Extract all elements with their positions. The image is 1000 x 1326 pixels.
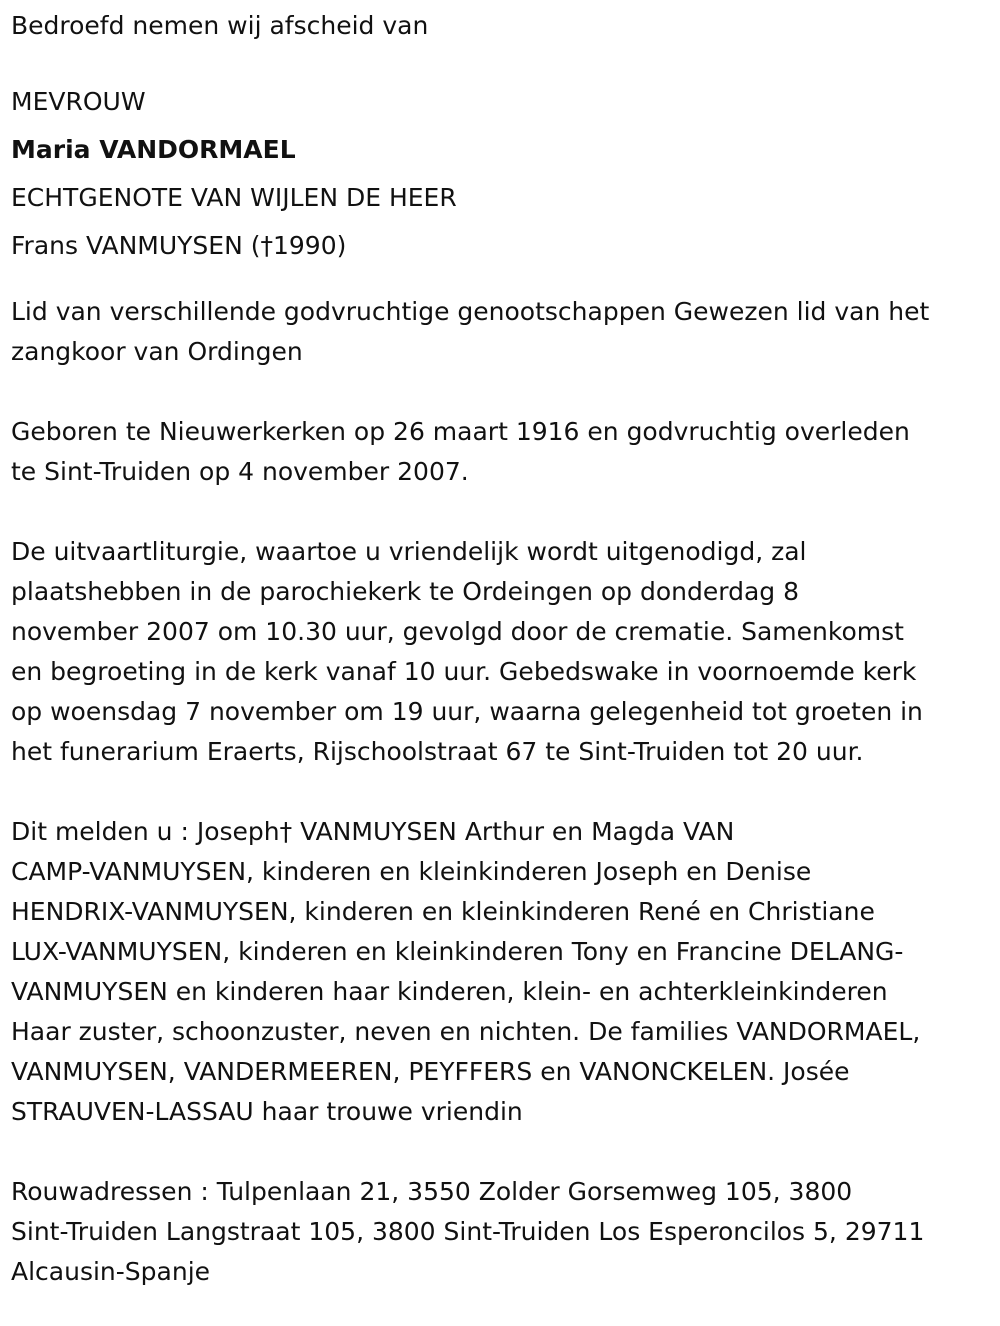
relation-text: ECHTGENOTE VAN WIJLEN DE HEER xyxy=(11,183,457,212)
announcers-line: HENDRIX-VANMUYSEN, kinderen en kleinkinderen René en Christiane xyxy=(11,897,875,926)
announcers-line: Dit melden u : Joseph† VANMUYSEN Arthur en Magda VAN xyxy=(11,817,735,846)
address-line: Sint-Truiden Langstraat 105, 3800 Sint-Truiden Los Esperoncilos 5, 29711 xyxy=(11,1217,925,1246)
membership-line: Lid van verschillende godvruchtige genootschappen Gewezen lid van het xyxy=(11,297,930,326)
funeral-line: De uitvaartliturgie, waartoe u vriendelijk wordt uitgenodigd, zal xyxy=(11,537,807,566)
membership-line: zangkoor van Ordingen xyxy=(11,337,303,366)
spouse-text: Frans VANMUYSEN (†1990) xyxy=(11,231,347,260)
birth-death-line: te Sint-Truiden op 4 november 2007. xyxy=(11,457,469,486)
birth-death-line: Geboren te Nieuwerkerken op 26 maart 1916 en godvruchtig overleden xyxy=(11,417,910,446)
announcers-line: LUX-VANMUYSEN, kinderen en kleinkinderen Tony en Francine DELANG- xyxy=(11,937,904,966)
address-line: Rouwadressen : Tulpenlaan 21, 3550 Zolder Gorsemweg 105, 3800 xyxy=(11,1177,853,1206)
birth-death-paragraph xyxy=(11,412,986,492)
funeral-line: plaatshebben in de parochiekerk te Ordeingen op donderdag 8 xyxy=(11,577,800,606)
announcers-line: CAMP-VANMUYSEN, kinderen en kleinkinderen Joseph en Denise xyxy=(11,857,812,886)
deceased-name: Maria VANDORMAEL xyxy=(11,135,296,164)
membership-paragraph xyxy=(11,292,986,372)
intro-text: Bedroefd nemen wij afscheid van xyxy=(11,11,429,40)
announcers-line: VANMUYSEN, VANDERMEEREN, PEYFFERS en VANONCKELEN. Josée xyxy=(11,1057,850,1086)
honorific-title: MEVROUW xyxy=(11,87,146,116)
funeral-line: het funerarium Eraerts, Rijschoolstraat 67 te Sint-Truiden tot 20 uur. xyxy=(11,737,864,766)
address-line: Alcausin-Spanje xyxy=(11,1257,211,1286)
addresses-paragraph xyxy=(11,1172,986,1292)
announcers-line: STRAUVEN-LASSAU haar trouwe vriendin xyxy=(11,1097,523,1126)
funeral-line: op woensdag 7 november om 19 uur, waarna gelegenheid tot groeten in xyxy=(11,697,923,726)
announcers-line: VANMUYSEN en kinderen haar kinderen, klein- en achterkleinkinderen xyxy=(11,977,888,1006)
funeral-line: november 2007 om 10.30 uur, gevolgd door de crematie. Samenkomst xyxy=(11,617,904,646)
funeral-paragraph xyxy=(11,532,986,772)
funeral-line: en begroeting in de kerk vanaf 10 uur. Gebedswake in voornoemde kerk xyxy=(11,657,917,686)
announcers-paragraph xyxy=(11,812,986,1132)
announcers-line: Haar zuster, schoonzuster, neven en nichten. De families VANDORMAEL, xyxy=(11,1017,921,1046)
